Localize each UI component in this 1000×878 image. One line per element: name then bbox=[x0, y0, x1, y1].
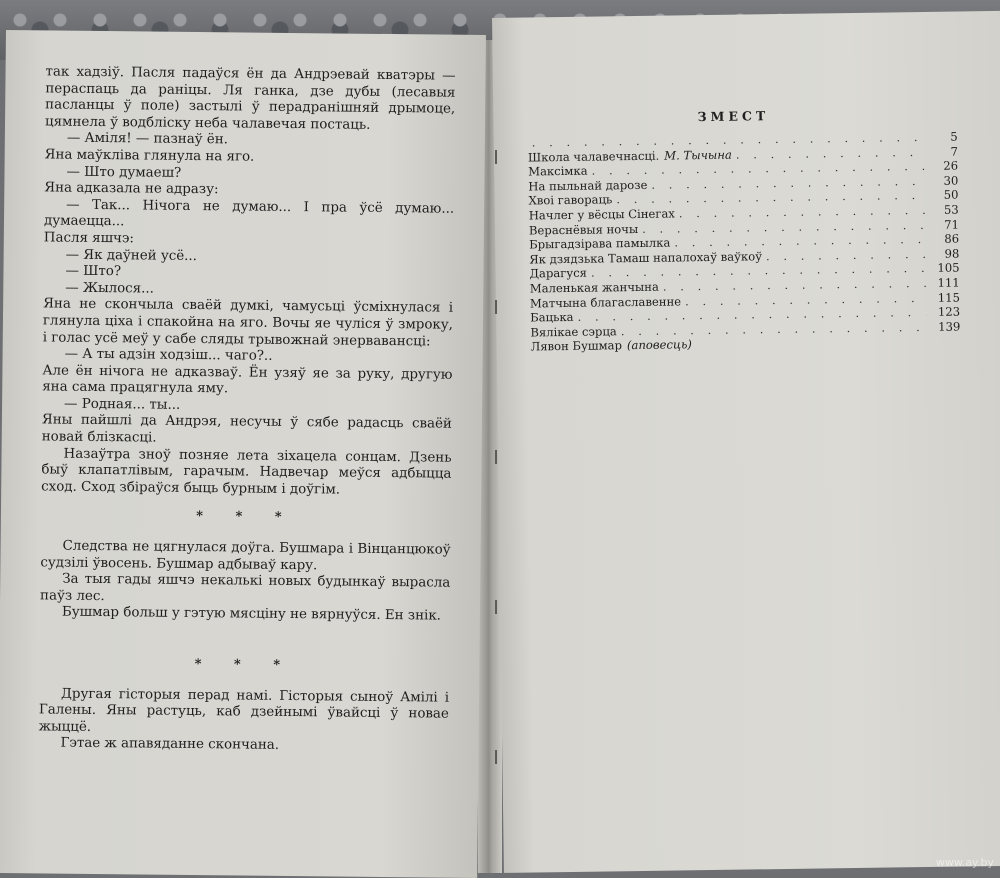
toc-entry-title: Максімка bbox=[528, 163, 588, 179]
toc-entry-title: Хвоі гавораць bbox=[528, 192, 613, 208]
paragraph: Следства не цягнулася доўга. Бушмара і Вінцанцюкоў судзілі ўвосень. Бушмар адбываў кару. bbox=[40, 538, 451, 573]
paragraph: Другая гісторыя перад намі. Гісторыя сыноў Амілі і Галены. Яны растуць, каб дзейнымі ўвайсці ў новае жыццё. bbox=[38, 686, 450, 735]
paragraph: За тыя гады яшчэ некалькі новых будынкаў вырасла паўз лес. bbox=[39, 571, 451, 604]
right-page bbox=[492, 11, 1000, 873]
toc-entry-title: На пыльнай дарозе bbox=[528, 177, 648, 194]
toc-entry-title: Вераснёвыя ночы bbox=[528, 221, 639, 238]
toc-entry-title: Дарагуся bbox=[529, 266, 588, 281]
paragraph: — Што? bbox=[65, 263, 122, 280]
paragraph: Яна не скончыла сваёй думкі, чамусьці ўсміхнулася і глянула ціха і спакойна на яго. Вочы яе чуліся ў змроку, і голас усё меў у сабе сляды трывожнай энервавансці: bbox=[42, 296, 454, 349]
toc-entry-title: Школа чалавечнасці. bbox=[527, 148, 660, 165]
toc-entry-page: 5 bbox=[950, 129, 958, 144]
toc-entry-page: 53 bbox=[943, 202, 959, 217]
paragraph: так хадзіў. Пасля падаўся ён да Андрэевай кватэры — пераспаць да раніцы. Ля ганка, дзе дубы (лесавыя пасланцы ў поле) застылі ў перадранішняй дрымоце, цямнела ў водбліску неба чалавечая постаць. bbox=[44, 64, 456, 133]
paragraph: Але ён нічога не адказваў. Ён узяў яе за руку, другую яна сама працягнула яму. bbox=[42, 363, 453, 397]
binding-stitch bbox=[495, 150, 497, 164]
toc-entry-page: 71 bbox=[944, 217, 960, 232]
closing-section bbox=[38, 686, 449, 757]
paragraph: Назаўтра зноў позняе лета зіхацела сонцам. Дзень быў клапатлівым, гарачым. Надвечар меўся адбыцца сход. Сход збіраўся быць бурным і доўгім. bbox=[41, 446, 452, 498]
binding-stitch bbox=[495, 600, 497, 614]
binding-stitch bbox=[495, 300, 497, 314]
paragraph: — Родная... ты... bbox=[64, 396, 181, 413]
site-watermark: www.ay.by bbox=[935, 856, 994, 869]
paragraph: Пасля яшчэ: bbox=[43, 230, 135, 247]
left-page bbox=[0, 30, 486, 878]
contents-heading: ЗМЕСТ bbox=[697, 108, 770, 125]
toc-entry-title: Матчына благаславенне bbox=[529, 293, 682, 311]
toc-entry-title: Маленькая жанчына bbox=[529, 279, 659, 296]
toc-entry-page: 7 bbox=[950, 144, 959, 159]
toc-entry-page: 111 bbox=[937, 275, 960, 290]
toc-entry-page: 50 bbox=[943, 187, 959, 203]
paragraph: Яны пайшлі да Андрэя, несучы ў сябе радасць сваёй новай блізкасці. bbox=[41, 412, 452, 446]
paragraph: — Так... Нічога не думаю... І пра ўсё думаю... думаецца... bbox=[43, 197, 455, 230]
paragraph: — Як даўней усё... bbox=[65, 247, 198, 264]
toc-entry-author: М. Тычына bbox=[664, 147, 732, 163]
paragraph: Яна адказала не адразу: bbox=[44, 180, 219, 198]
toc-entry-page: 115 bbox=[937, 290, 961, 305]
toc-entry-page: 30 bbox=[943, 173, 959, 188]
paragraph: — Жылося... bbox=[65, 280, 155, 297]
toc-entry-page: 86 bbox=[944, 231, 960, 246]
paragraph: — Што думаеш? bbox=[66, 164, 182, 181]
paragraph: Бушмар больш у гэтую мясціну не вярнуўся. Ен знік. bbox=[61, 605, 442, 624]
toc-entry-page: 98 bbox=[944, 246, 960, 261]
toc-entry-page: 105 bbox=[937, 260, 960, 276]
toc-entry-title: Як дзядзька Тамаш напалохаў ваўкоў bbox=[529, 249, 763, 267]
binding-stitch bbox=[495, 450, 497, 464]
toc-entry-title: Брыгадзірава памылка bbox=[529, 235, 671, 252]
paragraph: — А ты адзін ходзіш... чаго?.. bbox=[64, 346, 273, 364]
paragraph: Гэтае ж апавяданне скончана. bbox=[60, 735, 280, 754]
story-ending-section bbox=[41, 64, 455, 500]
toc-entry-title: Начлег у вёсцы Сінегах bbox=[528, 206, 675, 223]
toc-entry-title: Вялікае сэрца bbox=[530, 324, 617, 340]
left-page-text bbox=[38, 64, 455, 756]
epilogue-section bbox=[40, 538, 451, 625]
toc-entry-page: 139 bbox=[938, 319, 961, 334]
paragraph: Яна маўкліва глянула на яго. bbox=[44, 147, 255, 165]
table-of-contents bbox=[528, 130, 961, 355]
toc-entry-note: (аповесць) bbox=[626, 337, 692, 353]
toc-entry-page: 123 bbox=[937, 304, 961, 319]
binding-stitch bbox=[495, 750, 497, 764]
toc-entry-title: Лявон Бушмар bbox=[530, 338, 623, 354]
section-separator: * * * bbox=[196, 509, 296, 526]
section-separator: * * * bbox=[194, 657, 295, 674]
paragraph: — Аміля! — пазнаў ён. bbox=[66, 131, 229, 148]
toc-entry-title: Бацька bbox=[530, 310, 574, 325]
toc-entry-page: 26 bbox=[943, 158, 959, 173]
